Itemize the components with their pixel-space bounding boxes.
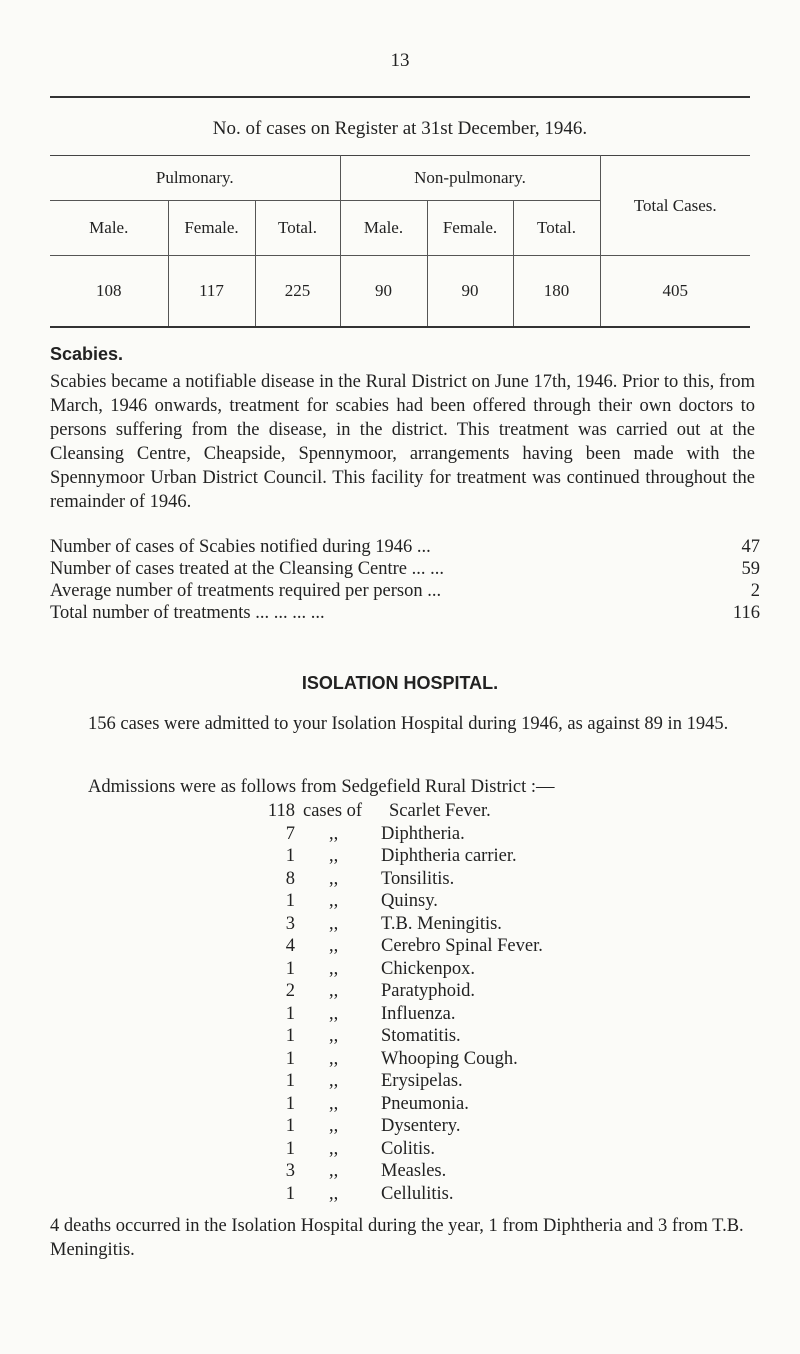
pulmonary-total-header: Total. <box>255 201 340 256</box>
admission-count: 1 <box>285 1048 295 1069</box>
admission-count: 1 <box>285 1093 295 1114</box>
non-pulmonary-male-value: 90 <box>340 256 427 328</box>
pulmonary-female-value: 117 <box>168 256 255 328</box>
admission-disease: Dysentery. <box>381 1116 461 1136</box>
admission-row <box>255 868 543 891</box>
ditto-mark: ,, <box>329 823 339 844</box>
scabies-paragraph: Scabies became a notifiable disease in the Rural District on June 17th, 1946. Prior to this, from March, 1946 onwards, treatment for scabies had been offered through their own doctors to persons suffering from the disease, in the district. This treatment was carried out at the Cleansing Centre, Cheapside, Spennymoor, arrangements having been made with the Spennymoor Urban District Council. This facility for treatment was continued throughout the remainder of 1946. <box>50 372 755 512</box>
admissions-list <box>255 800 543 1205</box>
ditto-mark: ,, <box>329 913 339 934</box>
admission-disease: Erysipelas. <box>381 1071 463 1091</box>
ditto-mark: ,, <box>329 1026 339 1046</box>
admission-count: 7 <box>285 823 295 844</box>
admission-disease: Cellulitis. <box>381 1183 454 1204</box>
admission-disease: Scarlet Fever. <box>389 801 491 821</box>
scabies-heading: Scabies. <box>50 344 124 364</box>
admission-row <box>255 913 543 936</box>
ditto-mark: ,, <box>329 1116 339 1136</box>
admission-row <box>255 845 543 868</box>
scabies-stats <box>50 536 760 624</box>
admission-row <box>255 1093 543 1116</box>
total-cases-header: Total Cases. <box>600 156 750 256</box>
stat-row <box>50 580 760 602</box>
admission-disease: Measles. <box>381 1161 447 1181</box>
admission-disease: Quinsy. <box>381 891 438 911</box>
admission-count: 1 <box>285 1116 295 1136</box>
admission-disease: Stomatitis. <box>381 1026 461 1046</box>
stat-value: 2 <box>750 581 760 601</box>
admission-disease: Whooping Cough. <box>381 1048 518 1069</box>
non-pulmonary-header: Non-pulmonary. <box>340 156 600 201</box>
admission-disease: Tonsilitis. <box>381 868 455 889</box>
admission-count: 1 <box>285 1138 295 1159</box>
top-rule <box>50 96 750 98</box>
register-table <box>50 155 750 328</box>
admission-disease: T.B. Meningitis. <box>381 913 502 934</box>
ditto-mark: ,, <box>329 1003 339 1024</box>
stat-label: Average number of treatments required per person ... <box>50 581 442 601</box>
ditto-mark: ,, <box>329 891 339 911</box>
ditto-mark: ,, <box>329 1138 339 1159</box>
admission-disease: Colitis. <box>381 1138 435 1159</box>
admission-row <box>255 1003 543 1026</box>
non-pulmonary-male-header: Male. <box>340 201 427 256</box>
isolation-hospital-heading: ISOLATION HOSPITAL. <box>301 673 499 693</box>
admission-count: 3 <box>285 913 295 934</box>
admission-count: 8 <box>285 868 295 889</box>
page-number: 13 <box>390 50 410 71</box>
admission-count: 118 <box>267 801 295 821</box>
pulmonary-female-header: Female. <box>168 201 255 256</box>
stat-row <box>50 558 760 580</box>
stat-row <box>50 536 760 558</box>
admission-count: 1 <box>285 958 295 979</box>
register-header-row <box>50 156 750 201</box>
admission-disease: Chickenpox. <box>381 958 476 979</box>
admission-row <box>255 1183 543 1206</box>
admission-row <box>255 980 543 1003</box>
admission-count: 1 <box>285 1026 295 1046</box>
admission-row <box>255 935 543 958</box>
admission-count: 3 <box>285 1161 295 1181</box>
pulmonary-total-value: 225 <box>255 256 340 328</box>
admitted-paragraph: 156 cases were admitted to your Isolation Hospital during 1946, as against 89 in 1945. <box>88 714 729 734</box>
pulmonary-male-header: Male. <box>50 201 168 256</box>
stat-row <box>50 602 760 624</box>
admission-count: 4 <box>285 936 295 956</box>
non-pulmonary-total-value: 180 <box>513 256 600 328</box>
admission-count: 1 <box>285 891 295 911</box>
register-value-row <box>50 256 750 328</box>
admission-disease: Influenza. <box>381 1003 456 1024</box>
pulmonary-male-value: 108 <box>50 256 168 328</box>
ditto-mark: ,, <box>329 936 339 956</box>
stat-value: 116 <box>732 603 760 623</box>
admission-row <box>255 1025 543 1048</box>
admission-row <box>255 800 543 823</box>
admission-row <box>255 958 543 981</box>
admission-disease: Diphtheria carrier. <box>381 846 517 866</box>
admission-row <box>255 890 543 913</box>
admission-row <box>255 1048 543 1071</box>
admission-count: 2 <box>285 981 295 1001</box>
admission-disease: Cerebro Spinal Fever. <box>381 936 543 956</box>
ditto-mark: ,, <box>329 958 339 979</box>
admission-row <box>255 1138 543 1161</box>
ditto-mark: ,, <box>329 1048 339 1069</box>
admission-unit: cases of <box>303 801 363 821</box>
admission-count: 1 <box>285 1071 295 1091</box>
admission-row <box>255 1070 543 1093</box>
ditto-mark: ,, <box>329 981 339 1001</box>
non-pulmonary-female-header: Female. <box>427 201 513 256</box>
stat-label: Number of cases treated at the Cleansing Centre ... ... <box>50 559 445 579</box>
deaths-paragraph: 4 deaths occurred in the Isolation Hospital during the year, 1 from Diphtheria and 3 from T.B. Meningitis. <box>50 1216 744 1260</box>
stat-label: Number of cases of Scabies notified during 1946 ... <box>50 537 431 557</box>
admission-row <box>255 823 543 846</box>
admissions-intro: Admissions were as follows from Sedgefield Rural District :— <box>88 777 555 797</box>
ditto-mark: ,, <box>329 1071 339 1091</box>
admission-count: 1 <box>285 1003 295 1024</box>
ditto-mark: ,, <box>329 846 339 866</box>
ditto-mark: ,, <box>329 1161 339 1181</box>
register-table-title: No. of cases on Register at 31st December, 1946. <box>212 118 588 139</box>
non-pulmonary-female-value: 90 <box>427 256 513 328</box>
admission-disease: Diphtheria. <box>381 823 465 844</box>
total-cases-value: 405 <box>600 256 750 328</box>
stat-value: 47 <box>741 537 760 557</box>
admission-disease: Paratyphoid. <box>381 981 476 1001</box>
stat-label: Total number of treatments ... ... ... ... <box>50 603 325 623</box>
ditto-mark: ,, <box>329 868 339 889</box>
admission-row <box>255 1115 543 1138</box>
admission-count: 1 <box>285 1183 295 1204</box>
stat-value: 59 <box>741 559 760 579</box>
ditto-mark: ,, <box>329 1093 339 1114</box>
ditto-mark: ,, <box>329 1183 339 1204</box>
admission-count: 1 <box>285 846 295 866</box>
non-pulmonary-total-header: Total. <box>513 201 600 256</box>
admission-row <box>255 1160 543 1183</box>
pulmonary-header: Pulmonary. <box>50 156 340 201</box>
admission-disease: Pneumonia. <box>381 1093 469 1114</box>
